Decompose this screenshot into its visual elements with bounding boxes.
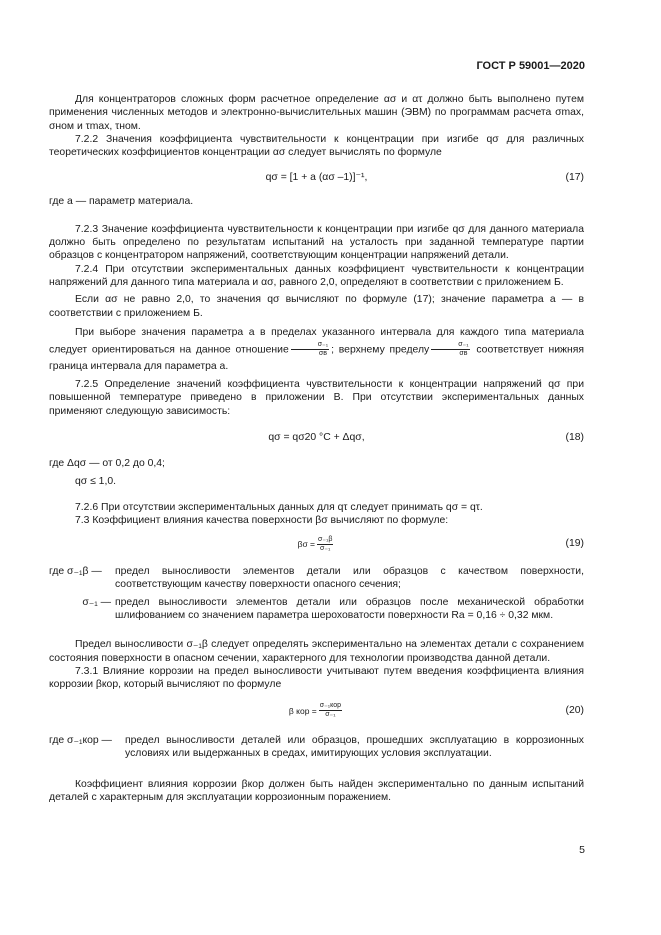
equation-18-number: (18) [565,432,584,443]
equation-17-number: (17) [565,172,584,184]
paragraph-corrosion-coefficient: Коэффициент влияния коррозии βкор должен быть найден экспериментально по данным испытаний деталей с характерным для эксплуатации коррозионным поражением. [49,779,584,804]
definition-desc: предел выносливости деталей или образцов, прошедших эксплуатацию в коррозионных условиях или выдержанных в средах, имитирующих условия эксплуатации. [125,734,584,759]
equation-20-number: (20) [565,704,584,716]
equation-20 [49,700,584,726]
paragraph-7-3: 7.3 Коэффициент влияния качества поверхности βσ вычисляют по формуле: [75,514,449,526]
definitions-20 [49,734,584,761]
where-delta-q: где Δqσ — от 0,2 до 0,4; [49,458,165,469]
paragraph-endurance-limit: Предел выносливости σ₋₁β следует определять экспериментально на элементах детали с сохранением состояния поверхности в опасном сечении, характерного для технологии производства данной детали. [49,639,584,664]
fraction-ratio [291,341,329,358]
equation-17-formula: qσ = [1 + a (ασ –1)]⁻¹, [265,172,368,184]
equation-18 [49,427,584,449]
equation-20-num: σ₋₁кор [319,702,342,710]
paragraph-concentrators: Для концентраторов сложных форм расчетное определение ασ и ατ должно быть выполнено путем применения численных методов и электронно-вычислительных машин (ЭВМ) по программам расчета σmax, σном и τmax, τном. [49,94,584,132]
definition-desc: предел выносливости элементов детали или образцов с качеством поверхности, соответствующим качеству поверхности опасного сечения; [115,566,584,591]
equation-19-den: σ₋₁ [320,544,331,552]
document-code-header: ГОСТ Р 59001—2020 [476,60,585,72]
fraction-upper [431,341,469,358]
where-a-parameter: где a — параметр материала. [49,196,194,208]
page-number: 5 [579,844,585,856]
definition-desc: предел выносливости элементов детали или образцов после механической обработки шлифованием со значением параметра шероховатости поверхности Ra = 0,16 ÷ 0,32 мкм. [115,596,584,622]
equation-17 [49,167,584,189]
choice-text-2: ; верхнему пределу [331,344,430,356]
condition-q-max: qσ ≤ 1,0. [75,476,116,488]
fraction-ratio-den: σв [318,349,327,357]
definition-item [49,734,584,761]
equation-19-fraction [317,536,333,553]
document-body [49,93,584,805]
equation-20-lhs: β кор = [288,705,317,716]
definitions-19 [49,565,584,622]
paragraph-7-2-5: 7.2.5 Определение значений коэффициента чувствительности к концентрации напряжений qσ при повышенной температуре приведено в приложении В. При отсутствии экспериментальных данных применяют следующую зависимость: [49,379,584,417]
equation-19-number: (19) [565,538,584,550]
definition-term: где σ₋₁кор — [49,734,112,746]
definition-item [49,596,584,623]
equation-19 [49,533,584,559]
choice-text-3: соответствует нижняя граница интервала для параметра a. [49,344,584,373]
equation-20-den: σ₋₁ [325,711,336,719]
choice-text-1: При выборе значения параметра a в пределах указанного интервала для каждого типа материала следует ориентироваться на данное отношение [49,326,584,356]
paragraph-if-alpha: Если ασ не равно 2,0, то значения qσ вычисляют по формуле (17); значение параметра a — в соответствии с приложением Б. [49,294,584,319]
equation-18-formula: qσ = qσ20 °C + Δqσ, [268,432,365,443]
paragraph-7-2-4: 7.2.4 При отсутствии экспериментальных данных коэффициент чувствительности к концентрации напряжений для данного типа материала и ασ, равного 2,0, определяют в соответствии с приложением Б. [49,263,584,288]
paragraph-parameter-choice [49,324,584,375]
equation-19-lhs: βσ = [297,539,316,550]
paragraph-7-2-3: 7.2.3 Значение коэффициента чувствительности к концентрации при изгибе qσ для данного материала должно быть определено по результатам испытаний на усталость при заданной температуре партии образцов с концентратором напряжений, соответствующим концентрации напряжений детали. [49,223,584,262]
equation-19-num: σ₋₁β [318,535,333,543]
paragraph-7-3-1: 7.3.1 Влияние коррозии на предел выносливости учитывают путем введения коэффициента влияния коррозии βкор, который вычисляют по формуле [49,665,584,691]
fraction-upper-den: σв [459,349,468,357]
definition-term: σ₋₁ — [82,596,111,608]
fraction-upper-num: σ₋₁ [431,341,469,350]
equation-20-formula [49,700,584,723]
paragraph-7-2-6: 7.2.6 При отсутствии экспериментальных данных для qτ следует принимать qσ = qτ. [75,501,483,513]
definition-term: где σ₋₁β — [49,566,102,578]
definition-item [49,565,584,592]
equation-19-formula [49,533,584,556]
fraction-ratio-num: σ₋₁ [291,341,329,350]
equation-20-fraction [319,702,342,719]
paragraph-7-2-2: 7.2.2 Значения коэффициента чувствительности к концентрации при изгибе qσ для различных теоретических коэффициентов концентрации ασ следует вычислять по формуле [49,133,584,159]
